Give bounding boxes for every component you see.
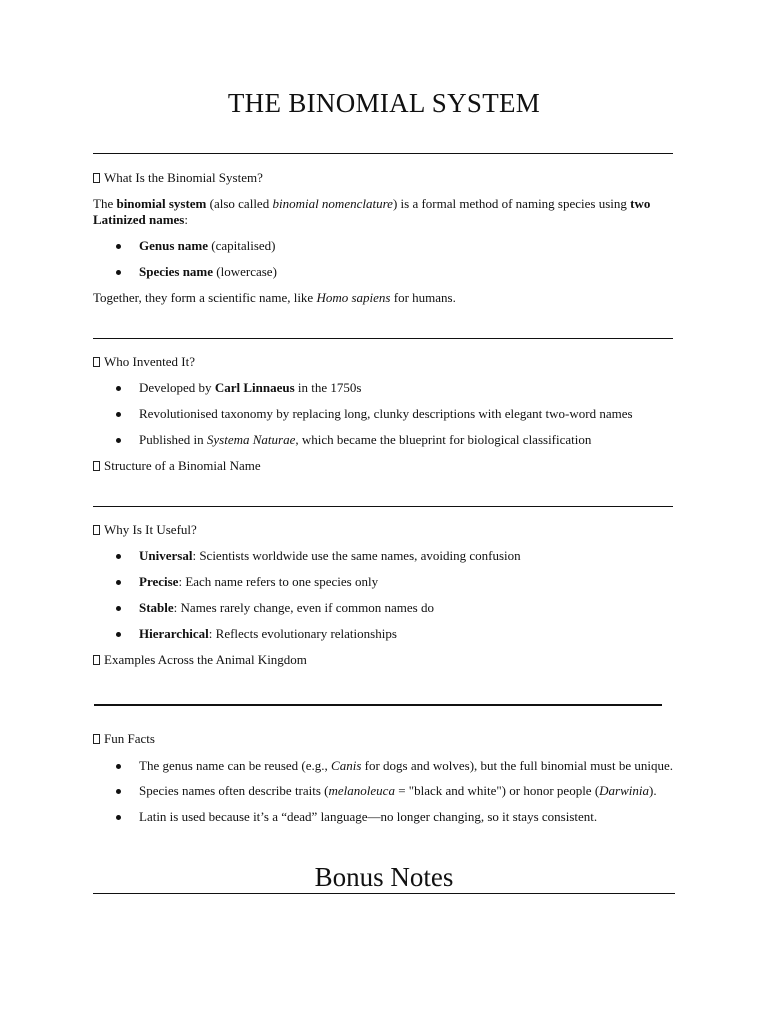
page-title: THE BINOMIAL SYSTEM bbox=[227, 88, 541, 118]
divider bbox=[93, 893, 675, 894]
bonus-notes-heading: Bonus Notes bbox=[314, 862, 454, 892]
placeholder-glyph-icon bbox=[93, 173, 100, 183]
list-item: Revolutionised taxonomy by replacing long, clunky descriptions with elegant two-word names bbox=[139, 406, 633, 421]
section-heading-examples: Examples Across the Animal Kingdom bbox=[93, 652, 693, 668]
bullet-dot bbox=[115, 574, 123, 590]
list-item: Universal: Scientists worldwide use the same names, avoiding confusion bbox=[139, 548, 521, 563]
list-item: Genus name (capitalised) bbox=[139, 238, 276, 253]
list-item: Species names often describe traits (melanoleuca = "black and white") or honor people (Darwinia). bbox=[139, 783, 657, 798]
list-item: Hierarchical: Reflects evolutionary relationships bbox=[139, 626, 397, 641]
section-heading-what-is: What Is the Binomial System? bbox=[93, 170, 693, 186]
divider bbox=[93, 153, 673, 154]
bullet-dot bbox=[115, 238, 123, 254]
list-item: Latin is used because it’s a “dead” language—no longer changing, so it stays consistent. bbox=[139, 809, 598, 824]
divider bbox=[93, 338, 673, 339]
bullet-dot bbox=[115, 380, 123, 396]
section-heading-who-invented: Who Invented It? bbox=[93, 354, 693, 370]
divider bbox=[94, 704, 662, 706]
bullet-dot bbox=[115, 626, 123, 642]
bullet-dot bbox=[115, 600, 123, 616]
list-item: Stable: Names rarely change, even if common names do bbox=[139, 600, 434, 615]
list-item: Species name (lowercase) bbox=[139, 264, 277, 279]
placeholder-glyph-icon bbox=[93, 734, 100, 744]
bullet-dot bbox=[115, 264, 123, 280]
list-item: Precise: Each name refers to one species only bbox=[139, 574, 379, 589]
placeholder-glyph-icon bbox=[93, 525, 100, 535]
bullet-dot bbox=[115, 406, 123, 422]
bullet-dot bbox=[115, 548, 123, 564]
list-item: The genus name can be reused (e.g., Canis for dogs and wolves), but the full binomial must be unique. bbox=[139, 758, 673, 773]
paragraph-example: Together, they form a scientific name, like Homo sapiens for humans. bbox=[93, 290, 456, 305]
section-heading-why-useful: Why Is It Useful? bbox=[93, 522, 693, 538]
bullet-dot bbox=[115, 432, 123, 448]
section-heading-structure: Structure of a Binomial Name bbox=[93, 458, 693, 474]
placeholder-glyph-icon bbox=[93, 461, 100, 471]
placeholder-glyph-icon bbox=[93, 357, 100, 367]
section-heading-fun-facts: Fun Facts bbox=[93, 731, 693, 747]
bullet-dot bbox=[115, 758, 123, 774]
placeholder-glyph-icon bbox=[93, 655, 100, 665]
paragraph-definition-line2: Latinized names: bbox=[93, 212, 188, 227]
paragraph-definition-line1: The binomial system (also called binomial nomenclature) is a formal method of naming species using two bbox=[93, 196, 651, 211]
list-item: Developed by Carl Linnaeus in the 1750s bbox=[139, 380, 362, 395]
list-item: Published in Systema Naturae, which became the blueprint for biological classification bbox=[139, 432, 592, 447]
bullet-dot bbox=[115, 809, 123, 825]
divider bbox=[93, 506, 673, 507]
bullet-dot bbox=[115, 783, 123, 799]
